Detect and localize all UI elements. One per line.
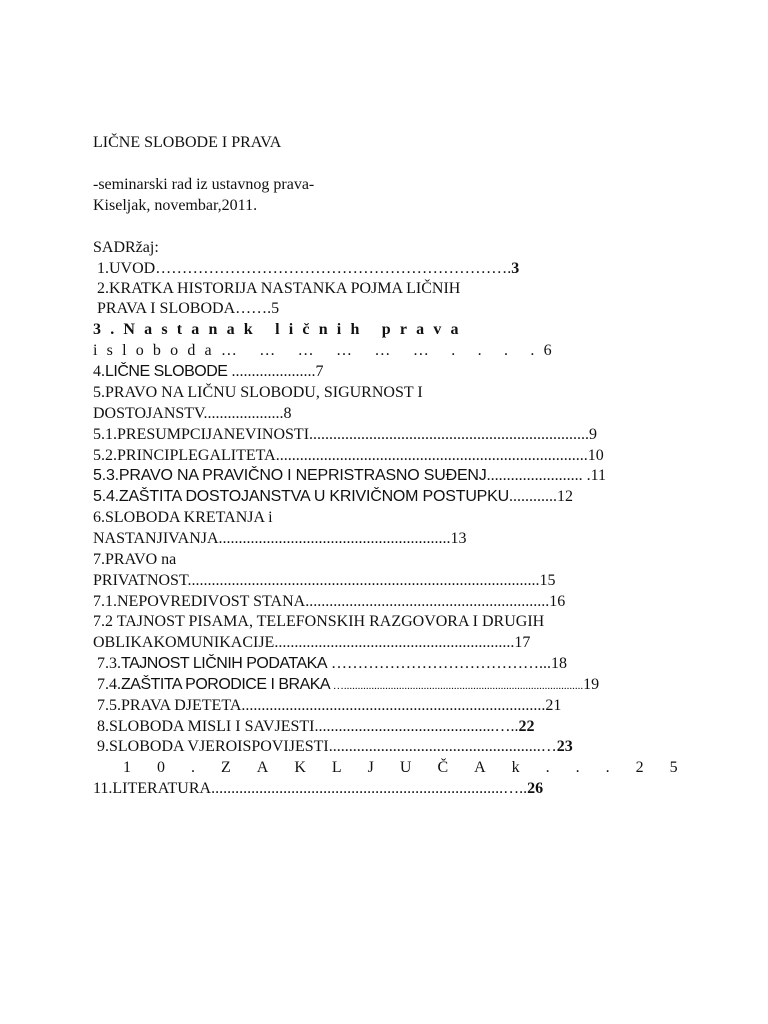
toc-item-6-line-1: 6.SLOBODA KRETANJA i <box>93 509 273 526</box>
toc-item-7-2-line-1: 7.2 TAJNOST PISAMA, TELEFONSKIH RAZGOVORA I DRUGIH <box>93 613 545 630</box>
toc-item-7-3-title: TAJNOST LIČNIH PODATAKA <box>121 655 328 672</box>
toc-item-4-num: 4. <box>93 363 105 380</box>
toc-item-5-line-2: DOSTOJANSTV....................8 <box>93 405 292 422</box>
toc-item-7-1: 7.1.NEPOVREDIVOST STANA.............................................................16 <box>93 593 566 610</box>
toc-item-2-line-2: PRAVA I SLOBODA…….5 <box>93 300 280 317</box>
toc-item-5-3 <box>93 466 606 486</box>
toc-item-7-3-num: 7.3. <box>93 655 121 672</box>
toc-item-3-line-1: 3.Nastanak ličnih prava <box>93 321 468 338</box>
toc-item-7-5: 7.5.PRAVA DJETETA............................................................................21 <box>93 697 562 714</box>
toc-item-7-4-num: 7.4. <box>93 676 121 693</box>
toc-item-5-4 <box>93 487 573 507</box>
place-date: Kiseljak, novembar,2011. <box>93 197 258 214</box>
toc-item-5-4-title: 5.4.ZAŠTITA DOSTOJANSTVA U KRIVIČNOM POSTUPKU <box>93 488 509 505</box>
toc-item-3-line-2: isloboda… … … … … … . . . .6 <box>93 342 561 359</box>
toc-item-8 <box>93 717 535 737</box>
toc-item-9-text: 9.SLOBODA VJEROISPOVIJESTI.....................................................… <box>93 738 557 755</box>
toc-item-7-4-title: ZAŠTITA PORODICE I BRAKA <box>121 676 331 693</box>
toc-item-1 <box>93 259 519 279</box>
toc-item-6-line-2: NASTANJIVANJA..........................................................13 <box>93 530 467 547</box>
document-subtitle: -seminarski rad iz ustavnog prava- <box>93 176 315 193</box>
toc-item-11 <box>93 779 543 799</box>
toc-heading: SADRžaj: <box>93 239 159 256</box>
toc-item-5-line-1: 5.PRAVO NA LIČNU SLOBODU, SIGURNOST I <box>93 384 423 401</box>
toc-item-5-1: 5.1.PRESUMPCIJANEVINOSTI......................................................................9 <box>93 426 598 443</box>
toc-item-1-text: 1.UVOD…………………………………………………………. <box>93 260 512 277</box>
toc-item-7-3 <box>93 654 567 674</box>
toc-item-4 <box>93 362 323 382</box>
toc-item-11-text: 11.LITERATURA.........................................................................….. <box>93 780 528 797</box>
toc-item-7-4-dots: …....................................................................................... <box>330 680 584 692</box>
toc-item-7-3-rest: …………………………………...18 <box>327 655 568 672</box>
toc-item-9-page: 23 <box>556 738 573 755</box>
toc-item-7-line-1: 7.PRAVO na <box>93 551 177 568</box>
toc-item-7-4 <box>93 675 599 695</box>
toc-item-5-4-rest: ............12 <box>508 488 573 505</box>
toc-item-5-3-rest: ........................ .11 <box>486 467 606 484</box>
toc-item-7-4-page: 19 <box>583 676 600 693</box>
toc-item-5-3-title: 5.3.PRAVO NA PRAVIČNO I NEPRISTRASNO SUĐENJ <box>93 467 487 484</box>
toc-item-7-line-2: PRIVATNOST........................................................................................15 <box>93 572 556 589</box>
toc-item-4-rest: .....................7 <box>227 363 324 380</box>
toc-item-11-page: 26 <box>527 780 544 797</box>
toc-item-9 <box>93 737 573 757</box>
document-title: LIČNE SLOBODE I PRAVA <box>93 134 282 151</box>
toc-item-8-page: 22 <box>518 718 535 735</box>
toc-item-10: 10.ZAKLJUČAk...25 <box>93 759 704 776</box>
toc-item-8-text: 8.SLOBODA MISLI I SAVJESTI.............................................….. <box>93 718 519 735</box>
toc-item-4-title: LIČNE SLOBODE <box>105 363 228 380</box>
toc-item-5-2: 5.2.PRINCIPLEGALITETA..............................................................................10 <box>93 447 604 464</box>
toc-item-1-page: 3 <box>511 260 520 277</box>
toc-item-7-2-line-2: OBLIKAKOMUNIKACIJE............................................................17 <box>93 634 531 651</box>
toc-item-2-line-1: 2.KRATKA HISTORIJA NASTANKA POJMA LIČNIH <box>93 280 461 297</box>
